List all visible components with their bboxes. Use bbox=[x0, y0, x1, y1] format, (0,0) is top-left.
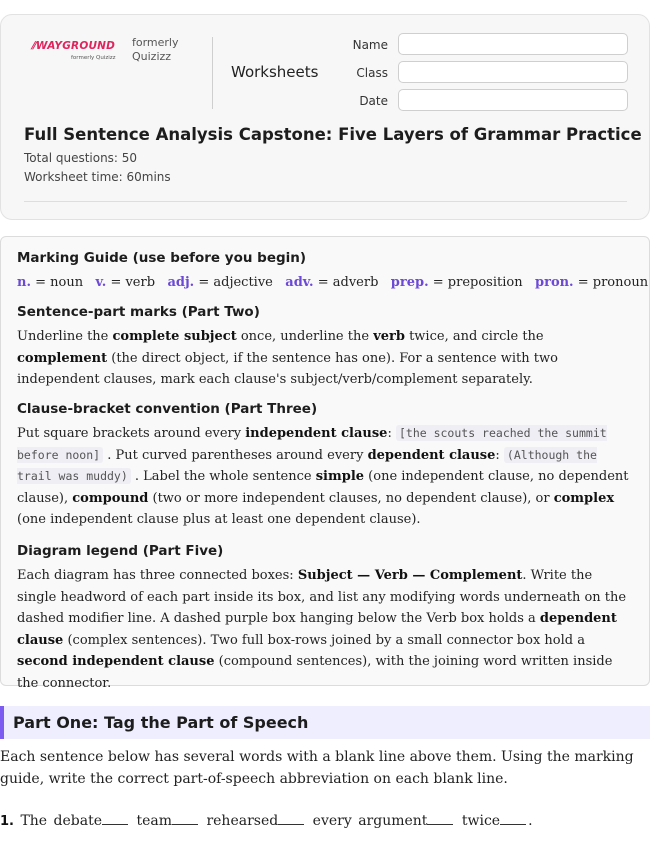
date-label: Date bbox=[359, 94, 388, 108]
wayground-logo: ⫽WAYGROUND formerly Quizizz bbox=[31, 40, 116, 61]
part2-text: Underline the complete subject once, underline the verb twice, and circle the complement (the direct object, if the sentence has one). For a sentence with two independent clauses, mark each clause's subject/verb/complement separately. bbox=[17, 329, 558, 387]
class-label: Class bbox=[356, 66, 388, 80]
part-one-title: Part One: Tag the Part of Speech bbox=[13, 713, 309, 732]
part3-heading: Clause-bracket convention (Part Three) bbox=[17, 401, 318, 417]
answer-blank[interactable] bbox=[500, 810, 526, 825]
worksheet-title: Full Sentence Analysis Capstone: Five Layers of Grammar Practice bbox=[24, 125, 642, 144]
name-label: Name bbox=[352, 38, 388, 52]
part5-heading: Diagram legend (Part Five) bbox=[17, 543, 224, 559]
worksheet-time: Worksheet time: 60mins bbox=[24, 170, 171, 184]
part-one-banner bbox=[0, 706, 650, 739]
part3-text: Put square brackets around every independent clause: [the scouts reached the summit before noon] . Put curved parentheses around every dependent clause: (Although the trail was muddy) . Label the whole sentence simple (one independent clause, no dependent clause), compound (two or more independent clauses, no dependent clause), or complex (one independent clause plus at least one dependent clause). bbox=[17, 426, 629, 527]
worksheet-header bbox=[0, 14, 650, 220]
question-1: 1. The debate team rehearsed every argument twice . bbox=[0, 810, 533, 829]
formerly-quizizz: formerly Quizizz bbox=[132, 36, 179, 63]
part-one-instructions: Each sentence below has several words with a blank line above them. Using the marking guide, write the correct part-of-speech abbreviation on each blank line. bbox=[0, 749, 634, 787]
worksheets-label: Worksheets bbox=[231, 63, 319, 81]
answer-blank[interactable] bbox=[172, 810, 198, 825]
part-accent-bar bbox=[0, 706, 4, 739]
total-questions: Total questions: 50 bbox=[24, 151, 138, 165]
class-field[interactable] bbox=[398, 61, 628, 83]
answer-blank[interactable] bbox=[102, 810, 128, 825]
header-rule bbox=[24, 201, 627, 202]
abbreviation-legend: n. = noun v. = verb adj. = adjective adv. = adverb prep. = preposition pron. = pronoun bbox=[17, 275, 649, 290]
header-divider bbox=[212, 37, 213, 109]
date-field[interactable] bbox=[398, 89, 628, 111]
marking-guide bbox=[0, 236, 650, 691]
part5-text: Each diagram has three connected boxes: Subject — Verb — Complement. Write the single headword of each part inside its box, and list any modifying words underneath on the dashed modifier line. A dashed purple box hanging below the Verb box holds a dependent clause (complex sentences). Two full box-rows joined by a small connector box hold a second independent clause (compound sentences), with the joining word written inside the connector. bbox=[17, 568, 627, 691]
guide-heading: Marking Guide (use before you begin) bbox=[17, 250, 307, 266]
logo-subtext: formerly Quizizz bbox=[71, 55, 116, 61]
answer-blank[interactable] bbox=[427, 810, 453, 825]
name-field[interactable] bbox=[398, 33, 628, 55]
answer-blank[interactable] bbox=[278, 810, 304, 825]
logo-bars-icon: ⫽ bbox=[31, 40, 36, 52]
part2-heading: Sentence-part marks (Part Two) bbox=[17, 304, 260, 320]
